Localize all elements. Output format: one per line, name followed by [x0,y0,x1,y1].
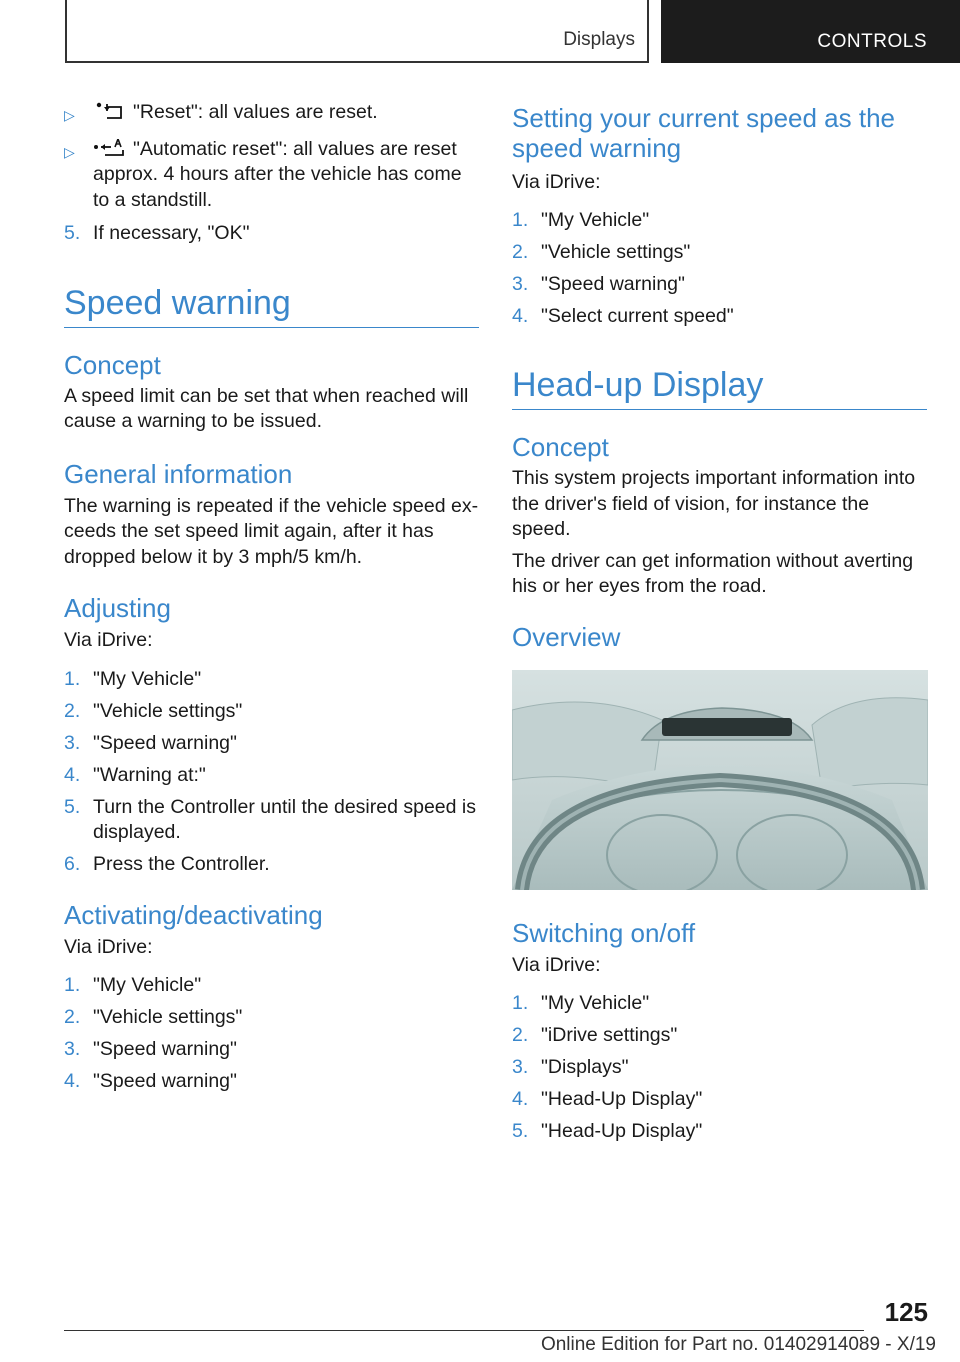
switching-steps [512,991,927,1145]
step-number: 2. [512,240,529,263]
step-number: 4. [512,304,529,327]
list-item [512,1023,927,1049]
step-text: "Select current speed" [541,304,734,327]
list-item [64,1037,479,1063]
step-text: "My Vehicle" [541,208,650,231]
left-column [64,100,479,1101]
list-item [64,1005,479,1031]
list-item [512,1055,927,1081]
step-number: 5. [64,795,81,818]
general-information-heading: General information [64,458,293,489]
step-number: 2. [512,1024,529,1046]
list-item [64,667,479,693]
step-text: "Vehicle settings" [93,1006,243,1028]
bullet-marker: ▷ [64,143,75,160]
bullet-marker: ▷ [64,107,75,123]
step-number: 3. [512,272,529,295]
step-number: 1. [64,974,81,996]
step-number: 4. [512,1088,529,1110]
step-number: 1. [512,992,529,1014]
footer-divider [64,1330,864,1331]
list-item [64,137,479,214]
dashboard-illustration [512,670,928,890]
step-text: "Head-Up Display" [541,1088,703,1110]
list-item [64,699,479,725]
current-speed-intro: Via iDrive: [512,171,601,193]
step-number: 2. [64,1006,81,1028]
switching-intro: Via iDrive: [512,953,601,976]
reset-icon [93,102,127,120]
list-item [512,208,927,234]
list-item [512,240,927,266]
list-item [64,852,479,878]
list-item [64,763,479,789]
hud-concept-heading: Concept [512,432,609,462]
step-text: "iDrive settings" [541,1024,678,1046]
footer-edition: Online Edition for Part no. 01402914089 - X/19 [540,1334,936,1355]
bullet-text: "Automatic reset": all values are reset approx. 4 hours after the vehicle has come to a standstill. [93,137,462,211]
step-number: 2. [64,699,81,722]
activating-intro: Via iDrive: [64,935,153,958]
step-text: Turn the Controller until the desired speed is displayed. [93,795,476,843]
step-text: "Speed warning" [541,272,685,295]
adjusting-heading: Adjusting [64,593,171,623]
step-number: 4. [64,1070,81,1092]
list-item [512,1119,927,1145]
list-item [512,272,927,298]
hud-concept-text-2: The driver can get information without averting his or her eyes from the road. [512,549,914,597]
list-item [64,100,479,129]
list-item [512,991,927,1017]
right-column [512,103,927,1151]
header-section-box [65,0,649,63]
step-number: 6. [64,853,81,875]
list-item [64,1069,479,1095]
list-item [512,304,927,330]
adjusting-intro: Via iDrive: [64,629,153,651]
step-text: "My Vehicle" [93,667,202,690]
step-text: "Speed warning" [93,1038,237,1060]
hud-concept-text: This system projects important information into the driver's field of vision, for instance the speed. [512,467,916,540]
bullet-text: "Reset": all values are reset. [133,101,378,123]
step-text: "Vehicle settings" [93,699,243,722]
page-number: 125 [884,1297,928,1327]
general-information-text: The warning is repeated if the vehicle speed exceeds the set speed limit again, after it has dropped below it by 3 mph/5 km/h. [64,494,479,568]
step-text: If necessary, "OK" [93,222,250,244]
adjusting-steps [64,667,479,878]
list-item [64,795,479,846]
step-text: "Warning at:" [93,763,206,786]
header-chapter-tab [661,0,960,63]
step-number: 5. [64,222,81,244]
current-speed-heading: Setting your current speed as the speed warning [512,103,896,163]
step-text: "Displays" [541,1056,629,1078]
list-item [64,221,479,247]
step-number: 3. [64,1038,81,1060]
step-text: "My Vehicle" [541,992,650,1014]
step-text: "Speed warning" [93,1070,237,1092]
step-number: 1. [512,208,529,231]
step-number: 1. [64,667,81,690]
concept-heading: Concept [64,349,161,380]
step-text: "Vehicle settings" [541,240,691,263]
step-number: 4. [64,763,81,786]
concept-text: A speed limit can be set that when reached will cause a warning to be issued. [64,384,469,432]
switching-heading: Switching on/off [512,917,696,948]
header-section-title: Displays [563,29,635,50]
activating-steps [64,973,479,1095]
step-number: 3. [512,1056,529,1078]
head-up-display-heading: Head-up Display [512,365,927,410]
activating-heading: Activating/deactivating [64,899,323,930]
step-text: "Speed warning" [93,731,237,754]
speed-warning-heading: Speed warning [64,283,479,328]
list-item [64,731,479,757]
step-text: "Head-Up Display" [541,1120,703,1142]
overview-heading: Overview [512,621,621,652]
step-number: 5. [512,1120,529,1142]
step-text: Press the Controller. [93,853,270,875]
list-item [512,1087,927,1113]
head-up-display-image [512,670,928,890]
step-text: "My Vehicle" [93,974,202,996]
step-number: 3. [64,731,81,754]
current-speed-steps [512,208,927,330]
automatic-reset-icon [93,139,127,157]
header-chapter-title: CONTROLS [817,31,927,52]
list-item [64,973,479,999]
